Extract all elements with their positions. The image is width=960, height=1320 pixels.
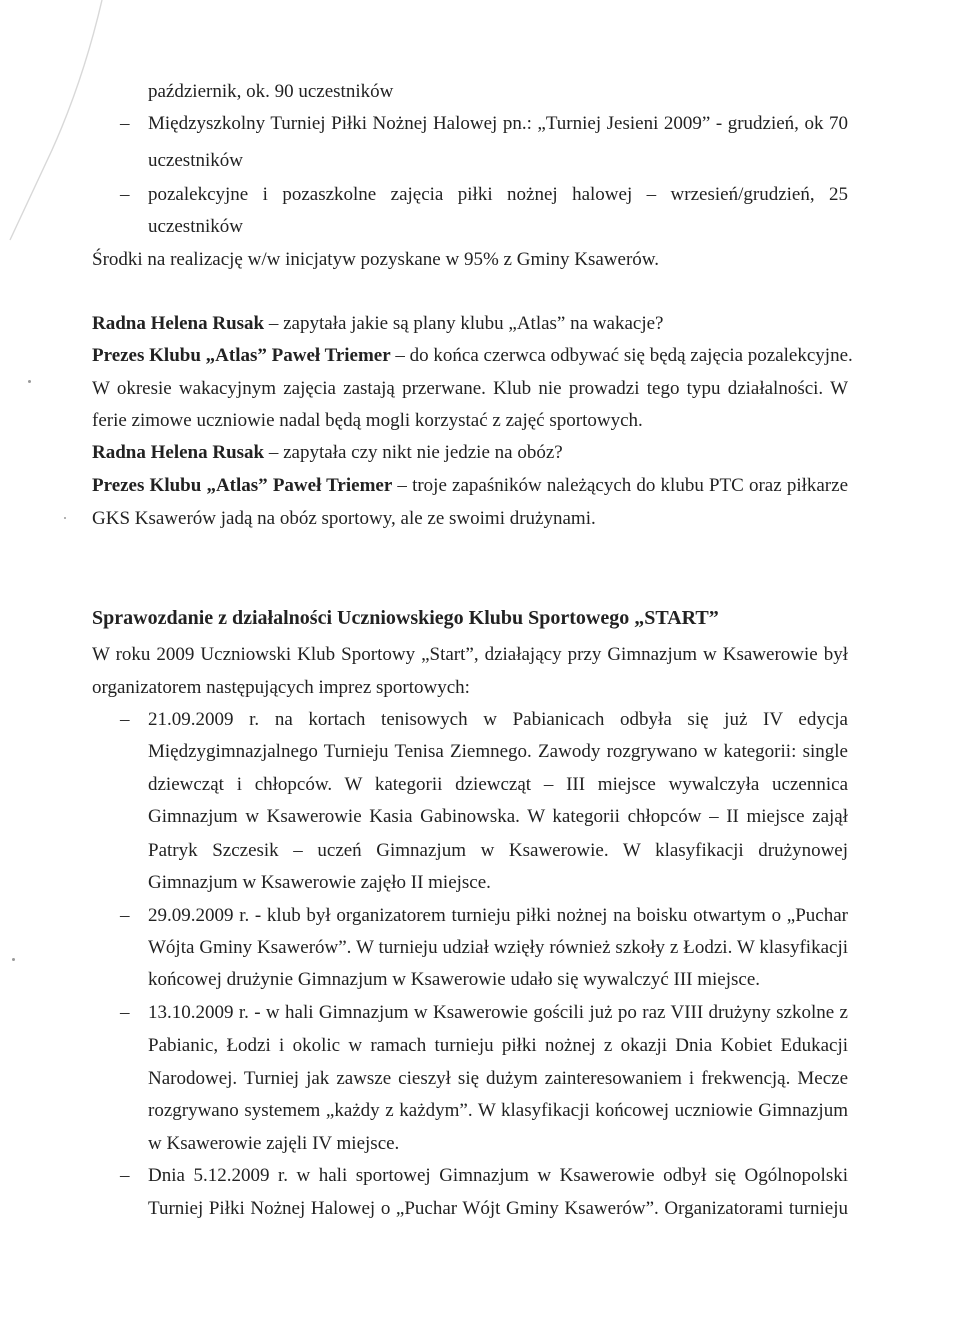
event-text: Pabianic, Łodzi i okolic w ramach turnieju piłki nożnej z okazji Dnia Kobiet Edukacji	[148, 1035, 848, 1056]
list-item-text: pozalekcyjne i pozaszkolne zajęcia piłki nożnej halowej – wrzesień/grudzień, 25	[148, 184, 848, 205]
event-text: 29.09.2009 r. - klub był organizatorem turnieju piłki nożnej na boisku otwartym o „Puchar	[148, 905, 848, 926]
section-heading: Sprawozdanie z działalności Uczniowskiego Klubu Sportowego „START”	[92, 607, 719, 629]
speaker-name: Radna Helena Rusak	[92, 442, 265, 463]
paragraph-line: organizatorem następujących imprez sportowych:	[92, 677, 470, 698]
event-text: 13.10.2009 r. - w hali Gimnazjum w Ksawerowie gościli już po raz VIII drużyny szkolne z	[148, 1002, 848, 1023]
event-text: końcowej drużynie Gimnazjum w Ksawerowie udało się wywalczyć III miejsce.	[148, 969, 761, 990]
event-text: Dnia 5.12.2009 r. w hali sportowej Gimnazjum w Ksawerowie odbył się Ogólnopolski	[148, 1165, 848, 1186]
scan-speck	[64, 517, 66, 519]
bullet-dash: –	[120, 1002, 130, 1023]
bullet-dash: –	[120, 905, 130, 926]
bullet-dash: –	[120, 709, 130, 730]
paragraph-line: Środki na realizację w/w inicjatyw pozyskane w 95% z Gminy Ksawerów.	[92, 249, 660, 270]
scan-speck	[28, 380, 31, 383]
dialogue-line	[92, 441, 848, 465]
dialogue-line: ferie zimowe uczniowie nadal będą mogli korzystać z zajęć sportowych.	[92, 410, 643, 431]
list-item-text: uczestników	[148, 216, 243, 237]
dialogue-line	[92, 344, 853, 368]
dialogue-line: W okresie wakacyjnym zajęcia zastają przerwane. Klub nie prowadzi tego typu działalności. W	[92, 378, 848, 399]
speaker-name: Prezes Klubu „Atlas” Paweł Triemer	[92, 475, 393, 496]
event-text: 21.09.2009 r. na kortach tenisowych w Pabianicach odbyła się już IV edycja	[148, 709, 848, 730]
dialogue-text: – troje zapaśników należących do klubu PTC oraz piłkarze	[392, 475, 848, 496]
event-text: rozgrywano systemem „każdy z każdym”. W klasyfikacji końcowej uczniowie Gimnazjum	[148, 1100, 848, 1121]
dialogue-text: – do końca czerwca odbywać się będą zajęcia pozalekcyjne.	[390, 345, 853, 366]
event-text: Międzygimnazjalnego Turnieju Tenisa Ziemnego. Zawody rozgrywano w kategorii: single	[148, 741, 848, 762]
bullet-dash: –	[120, 184, 130, 205]
paragraph-line: W roku 2009 Uczniowski Klub Sportowy „Start”, działający przy Gimnazjum w Ksawerowie był	[92, 644, 848, 665]
dialogue-line	[92, 312, 848, 336]
dialogue-text: – zapytała jakie są plany klubu „Atlas” na wakacje?	[264, 313, 664, 334]
dialogue-line: GKS Ksawerów jadą na obóz sportowy, ale ze swoimi drużynami.	[92, 508, 596, 529]
dialogue-line	[92, 474, 848, 498]
dialogue-text: – zapytała czy nikt nie jedzie na obóz?	[264, 442, 563, 463]
list-item-text: Międzyszkolny Turniej Piłki Nożnej Halowej pn.: „Turniej Jesieni 2009” - grudzień, ok 70	[148, 113, 848, 134]
bullet-dash: –	[120, 1165, 130, 1186]
event-text: Gimnazjum w Ksawerowie Kasia Gabinowska. W kategorii chłopców – II miejsce zajął	[148, 806, 848, 827]
list-item-text: październik, ok. 90 uczestników	[148, 81, 394, 102]
speaker-name: Prezes Klubu „Atlas” Paweł Triemer	[92, 345, 391, 366]
event-text: Patryk Szczesik – uczeń Gimnazjum w Ksawerowie. W klasyfikacji drużynowej	[148, 840, 848, 861]
event-text: w Ksawerowie zajęli IV miejsce.	[148, 1133, 400, 1154]
event-text: dziewcząt i chłopców. W kategorii dziewcząt – III miejsce wywalczyła uczennica	[148, 774, 848, 795]
event-text: Turniej Piłki Nożnej Halowej o „Puchar Wójt Gminy Ksawerów”. Organizatorami turnieju	[148, 1198, 848, 1219]
event-text: Gimnazjum w Ksawerowie zajęło II miejsce.	[148, 872, 491, 893]
bullet-dash: –	[120, 113, 130, 134]
event-text: Narodowej. Turniej jak zawsze cieszył się dużym zainteresowaniem i frekwencją. Mecze	[148, 1068, 848, 1089]
event-text: Wójta Gminy Ksawerów”. W turnieju udział wzięły również szkoły z Łodzi. W klasyfikacji	[148, 937, 848, 958]
scan-speck	[12, 958, 15, 961]
speaker-name: Radna Helena Rusak	[92, 313, 265, 334]
list-item-text: uczestników	[148, 150, 243, 171]
